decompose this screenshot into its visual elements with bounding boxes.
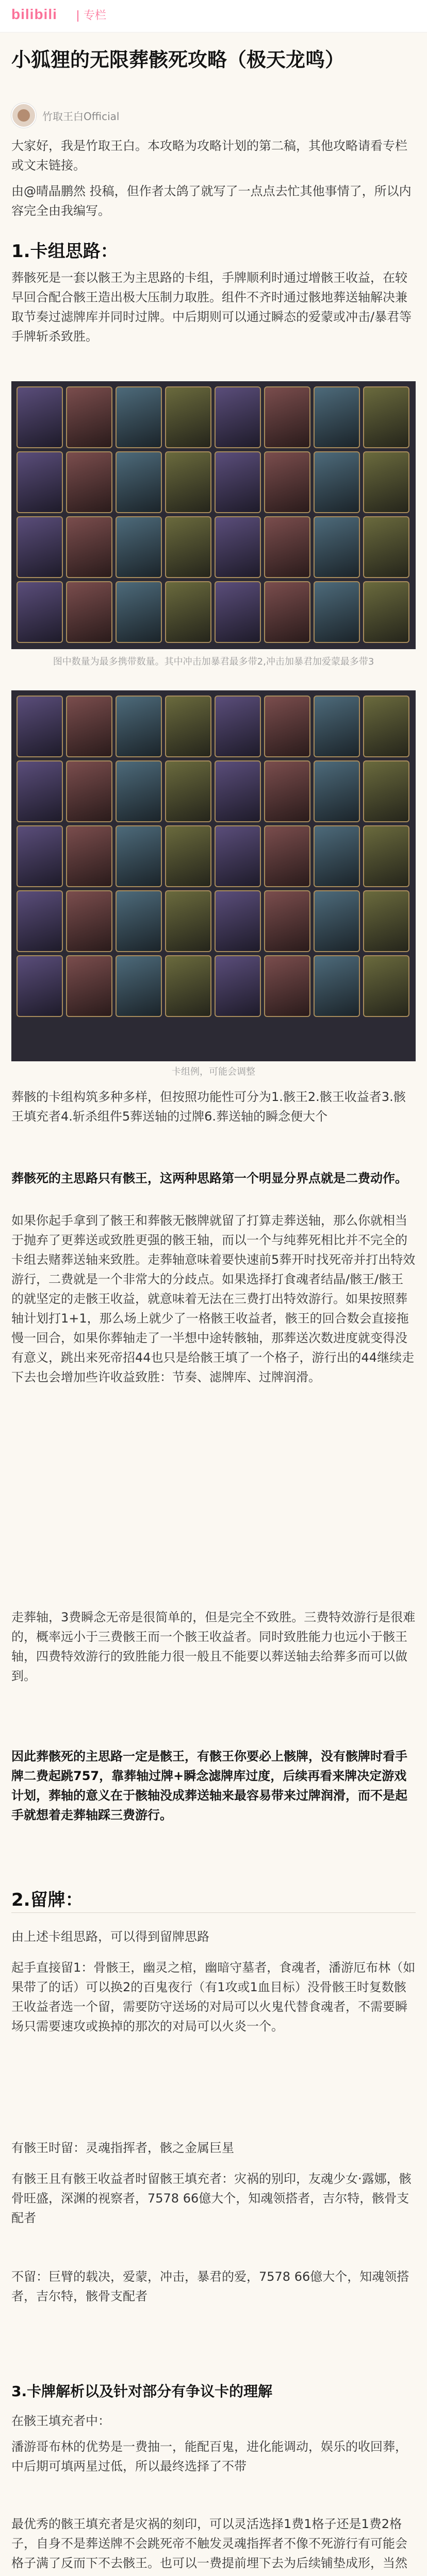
card-thumbnail xyxy=(314,825,360,887)
card-thumbnail xyxy=(215,825,261,887)
top-bar xyxy=(0,0,427,32)
card-thumbnail xyxy=(264,760,310,822)
card-thumbnail xyxy=(363,696,409,757)
author-row[interactable] xyxy=(11,103,414,129)
card-thumbnail xyxy=(116,581,162,643)
card-thumbnail xyxy=(363,890,409,952)
section-2-title: 2.留牌： xyxy=(11,1890,83,1910)
card-thumbnail xyxy=(264,955,310,1017)
card-thumbnail xyxy=(17,696,63,757)
card-thumbnail xyxy=(66,516,112,578)
card-thumbnail xyxy=(363,760,409,822)
card-thumbnail xyxy=(363,825,409,887)
section-3-title: 3.卡牌解析以及针对部分有争议卡的理解 xyxy=(11,2383,273,2400)
card-thumbnail xyxy=(116,890,162,952)
card-thumbnail xyxy=(66,386,112,448)
card-thumbnail xyxy=(165,696,211,757)
card-thumbnail xyxy=(215,696,261,757)
card-thumbnail xyxy=(215,516,261,578)
card-thumbnail xyxy=(165,386,211,448)
card-thumbnail xyxy=(264,581,310,643)
card-thumbnail xyxy=(66,760,112,822)
card-thumbnail xyxy=(363,955,409,1017)
divider xyxy=(11,1912,416,1913)
intro-paragraph-1: 大家好，我是竹取王白。本攻略为攻略计划的第二稿，其他攻略请看专栏或文末链接。 xyxy=(11,139,407,173)
card-thumbnail xyxy=(165,825,211,887)
card-thumbnail xyxy=(66,581,112,643)
section-2-paragraph-1: 由上述卡组思路，可以得到留牌思路 xyxy=(11,1929,209,1944)
card-thumbnail xyxy=(116,760,162,822)
card-thumbnail xyxy=(215,890,261,952)
section-2-paragraph-4: 有骸王且有骸王收益者时留骸王填充者：灾祸的别印，友魂少女·露娜，骸骨旺盛，深渊的视察者，7578 66億大个，知魂领搭者，吉尔特，骸骨支配者 xyxy=(11,2172,412,2225)
section-1-paragraph-5: 走葬轴，3费瞬念无帝是很简单的，但是完全不致胜。三费特效游行是很难的，概率远小于三费骸王而一个骸王收益者。同时致胜能力也远小于骸王轴，四费特效游行的致胜能力很一般且不能要以葬送轴去给葬多而可以做到。 xyxy=(11,1610,416,1683)
section-2-paragraph-5: 不留：巨臂的载决，爱蒙，冲击，暴君的爱，7578 66億大个，知魂领搭者，吉尔特，骸骨支配者 xyxy=(11,2269,409,2303)
section-3-paragraph-3: 最优秀的骸王填充者是灾祸的刻印，可以灵活选择1费1格子还是1费2格子，自身不是葬送牌不会跳死帝不触发灵魂指挥者不像不死游行有可能会格子满了反而下不去骸王。也可以一费提前埋下去为后续铺垫成形，当然 xyxy=(11,2517,407,2570)
section-3-paragraph-1: 在骸王填充者中： xyxy=(11,2414,110,2428)
card-thumbnail xyxy=(264,825,310,887)
section-2-paragraph-3: 有骸王时留：灵魂指挥者，骸之金属巨星 xyxy=(11,2141,234,2155)
avatar[interactable] xyxy=(11,103,36,128)
image-2-caption: 卡组例，可能会调整 xyxy=(172,1066,255,1077)
card-thumbnail xyxy=(363,451,409,513)
card-thumbnail xyxy=(363,386,409,448)
deck-image-1 xyxy=(11,381,416,649)
card-thumbnail xyxy=(363,581,409,643)
card-thumbnail xyxy=(116,516,162,578)
card-thumbnail xyxy=(165,890,211,952)
card-thumbnail xyxy=(17,955,63,1017)
card-thumbnail xyxy=(314,955,360,1017)
card-thumbnail xyxy=(17,760,63,822)
card-thumbnail xyxy=(314,890,360,952)
section-1-paragraph-4: 如果你起手拿到了骸王和葬骸无骸牌就留了打算走葬送轴，那么你就相当于抛弃了更葬送或致胜更强的骸王轴，而以一个与纯葬死相比并不完全的卡组去赌葬送轴来致胜。走葬轴意味着要快速前5葬开时找死帝并打出特效游行，二费就是一个非常大的分歧点。如果选择打食魂者结晶/骸王/骸王的就坚定的走骸王收益，就意味着无法在三费打出特效游行。如果按照葬轴计划打1+1，那么场上就少了一格骸王收益者，骸王的回合数会直接拖慢一回合，如果你葬轴走了一半想中途转骸轴，那葬送次数进度就变得没有意义，跳出来死帝招44也只是给骸王填了一个格子，游行出的44继续走下去也会增加些许收益致胜：节奏、滤牌库、过牌润滑。 xyxy=(11,1213,416,1384)
card-thumbnail xyxy=(264,516,310,578)
image-1-caption: 图中数量为最多携带数量。其中冲击加暴君最多带2,冲击加暴君加爱蒙最多带3 xyxy=(53,656,374,667)
card-thumbnail xyxy=(314,516,360,578)
card-thumbnail xyxy=(314,386,360,448)
card-thumbnail xyxy=(66,825,112,887)
card-thumbnail xyxy=(264,451,310,513)
card-thumbnail xyxy=(314,696,360,757)
section-1-paragraph-3: 葬骸死的主思路只有骸王，这两种思路第一个明显分界点就是二费动作。 xyxy=(11,1171,407,1185)
card-thumbnail xyxy=(165,516,211,578)
card-thumbnail xyxy=(314,581,360,643)
section-3-paragraph-2: 潘游哥布林的优势是一费抽一，能配百鬼，进化能调动，娱乐的收回葬，中后期可填两星过低，所以最终选择了不带 xyxy=(11,2439,407,2473)
intro-paragraph-2: 由@晴晶鹏然 投稿，但作者太鸽了就写了一点点去忙其他事情了，所以内容完全由我编写。 xyxy=(11,184,412,218)
card-thumbnail xyxy=(363,516,409,578)
card-thumbnail xyxy=(66,451,112,513)
card-thumbnail xyxy=(66,890,112,952)
card-thumbnail xyxy=(17,516,63,578)
card-thumbnail xyxy=(116,696,162,757)
deck-image-2 xyxy=(11,690,416,1061)
card-thumbnail xyxy=(215,955,261,1017)
card-thumbnail xyxy=(165,581,211,643)
card-thumbnail xyxy=(17,825,63,887)
card-thumbnail xyxy=(215,581,261,643)
bilibili-logo[interactable]: bilibili xyxy=(11,6,57,22)
card-thumbnail xyxy=(17,581,63,643)
card-thumbnail xyxy=(314,760,360,822)
card-thumbnail xyxy=(264,386,310,448)
article-title: 小狐狸的无限葬骸死攻略（极天龙鸣） xyxy=(11,48,345,71)
card-thumbnail xyxy=(264,696,310,757)
column-section-label[interactable]: 专栏 xyxy=(77,10,106,22)
card-thumbnail xyxy=(165,760,211,822)
card-thumbnail xyxy=(17,451,63,513)
card-thumbnail xyxy=(66,955,112,1017)
card-thumbnail xyxy=(66,696,112,757)
card-thumbnail xyxy=(116,451,162,513)
card-thumbnail xyxy=(116,386,162,448)
card-thumbnail xyxy=(215,451,261,513)
section-1-title: 1.卡组思路： xyxy=(11,241,118,262)
card-thumbnail xyxy=(215,386,261,448)
card-thumbnail xyxy=(165,955,211,1017)
card-thumbnail xyxy=(116,955,162,1017)
card-thumbnail xyxy=(314,451,360,513)
card-thumbnail xyxy=(215,760,261,822)
card-thumbnail xyxy=(116,825,162,887)
card-thumbnail xyxy=(17,890,63,952)
card-thumbnail xyxy=(264,890,310,952)
section-1-paragraph-6: 因此葬骸死的主思路一定是骸王，有骸王你要必上骸牌，没有骸牌时看手牌二费起跳757，靠葬轴过牌+瞬念滤牌库过度，后续再看来牌决定游戏计划，葬轴的意义在于骸轴没成葬送轴来最容易带来过牌润滑，而不是起手就想着走葬轴踩三费游行。 xyxy=(11,1749,407,1822)
section-1-paragraph-1: 葬骸死是一套以骸王为主思路的卡组，手牌顺利时通过增骸王收益，在较早回合配合骸王造出极大压制力取胜。组件不齐时通过骸地葬送轴解决兼取节奏过滤牌库并同时过牌。中后期则可以通过瞬态的爱蒙或冲击/暴君等手牌斩杀致胜。 xyxy=(11,270,412,344)
section-2-paragraph-2: 起手直接留1：骨骸王，幽灵之棺，幽暗守墓者，食魂者，潘游厄布林（如果带了的话）可以换2的百鬼夜行（有1攻或1血目标）没骨骸王时复数骸王收益者选一个留，需要防守送场的对局可以火鬼代替食魂者，不需要瞬场只需要速攻或换掉的那次的对局可以火炎一个。 xyxy=(11,1960,416,2033)
card-thumbnail xyxy=(17,386,63,448)
author-name[interactable]: 竹取王白Official xyxy=(42,110,120,123)
section-1-paragraph-2: 葬骸的卡组构筑多种多样，但按照功能性可分为1.骸王2.骸王收益者3.骸王填充者4.斩杀组件5葬送轴的过牌6.葬送轴的瞬念便大个 xyxy=(11,1090,406,1124)
card-thumbnail xyxy=(165,451,211,513)
